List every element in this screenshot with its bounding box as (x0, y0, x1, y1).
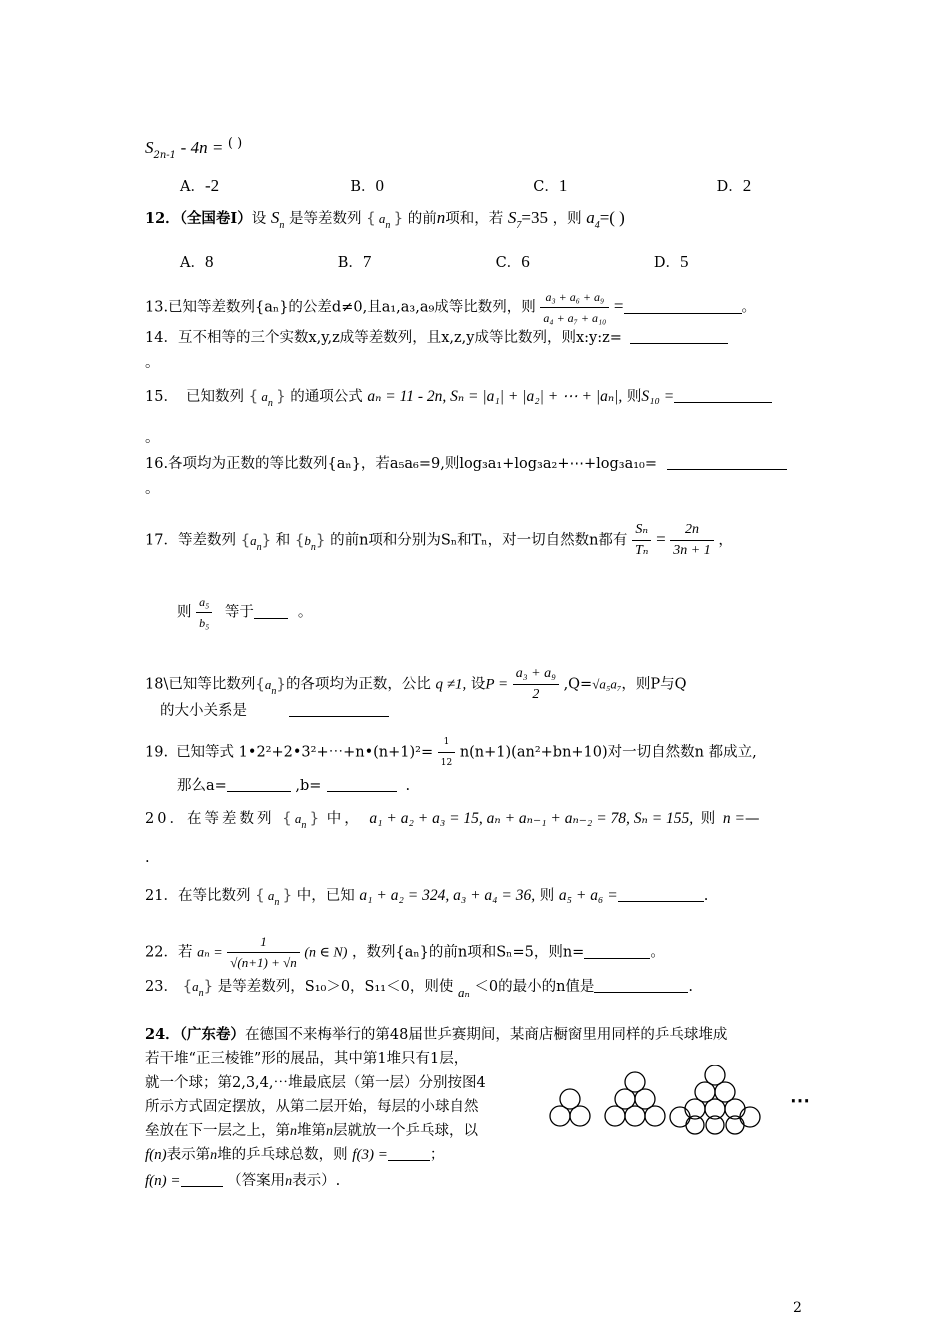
q17-line2: 则 $\frac{\text{a₅}}{\text{b₅}}$ 等于 。 (177, 592, 312, 633)
q21-line: 21．在等比数列 { $a_n$ } 中，已知 a₁ + a₂ = 324, a₃ + a₄ = 36, 则 a₅ + a₆ = . (145, 886, 709, 908)
q11-options: A．-2 B．0 C．1 D．2 (180, 176, 752, 195)
q23-line: 23． $\{a_n\}$ 是等差数列，S₁₀＞0，S₁₁＜0，则使 aₙ ＜0的最小的n值是 . (145, 977, 694, 1000)
q24-line2: 若干堆“正三棱锥”形的展品，其中第1堆只有1层， (145, 1051, 469, 1067)
pile-2 (605, 1072, 665, 1126)
q15-line: 15． 已知数列 { $a_n$ } 的通项公式 aₙ = 11 - 2n, Sₙ = |a₁| + |a₂| + ⋯ + |aₙ|, 则S₁₀ = (145, 386, 772, 414)
q24-line3: 就一个球；第2,3,4,⋯堆最底层（第一层）分别按图4 (145, 1075, 486, 1091)
q20-line: 20．在等差数列 { $a_n$ } 中， a₁ + a₂ + a₃ = 15, aₙ + aₙ₋₁ + aₙ₋₂ = 78, Sₙ = 155, 则 n =— (145, 809, 760, 831)
q12-line: 12．（全国卷Ⅰ）设 $S_n$ 是等差数列 { $a_n$ } 的前n项和，若 $S_7=35$ ，则 $a_4=$( ) (145, 208, 625, 231)
ellipsis-more: ⋯ (790, 1088, 810, 1112)
q19-line2: 那么a= ,b= . (177, 778, 411, 794)
q15-end: 。 (145, 430, 160, 446)
pile-1 (550, 1089, 590, 1126)
q20-end: . (145, 850, 150, 866)
q17-line: 17．等差数列 $\{a_n\}$ 和 $\{b_n\}$ 的前n项和分别为Sₙ和Tₙ，对一切自然数n都有 $\frac{\text{Sₙ}}{\text{Tₙ}}$ = $\frac{2n}{3n + 1}$ ， (145, 522, 733, 558)
q19-line: 19. 已知等式 1•2²+2•3²+⋯+n•(n+1)²= $\frac{1}{12}$ n(n+1)(an²+bn+10)对一切自然数n 都成立, (145, 732, 757, 773)
q22-line: 22．若 aₙ = $\frac{1}{√(n+1) + √n}$ (n ∈ N) ，数列{aₙ}的前n项和Sₙ=5，则n= 。 (145, 934, 665, 970)
pile-3 (670, 1065, 760, 1134)
ball-pyramid-figure (540, 1065, 830, 1135)
q13-line: 13.已知等差数列{aₙ}的公差d≠0,且a₁,a₃,a₉成等比数列，则 $\frac{\text{a₃ + a₆ + a₉}}{\text{a₄ + a₇ + a₁₀}}$ = 。 (145, 287, 756, 328)
q16-line: 16.各项均为正数的等比数列{aₙ}，若a₅a₆=9,则log₃a₁+log₃a₂+⋯+log₃a₁₀= (145, 454, 787, 474)
q14-end: 。 (145, 355, 160, 371)
q24-line5: 垒放在下一层之上，第n堆第n层就放一个乒乓球，以 (145, 1123, 478, 1139)
q18-line2: 的大小关系是 (160, 701, 389, 721)
q18-line: 18\已知等比数列$\{a_n\}$的各项均为正数，公比 q ≠1, 设P = $\frac{\text{a₃ + a₉}}{2}$ ,Q=√a₅a₇，则P与Q (145, 666, 687, 702)
q24-line4: 所示方式固定摆放，从第二层开始，每层的小球自然 (145, 1099, 479, 1115)
q24-line7: f(n) = （答案用n表示）. (145, 1173, 341, 1189)
q24-line1: 24．（广东卷）在德国不来梅举行的第48届世乒赛期间，某商店橱窗里用同样的乒乓球堆成 (145, 1026, 728, 1043)
q14-line: 14．互不相等的三个实数x,y,z成等差数列，且x,z,y成等比数列，则x:y:z= (145, 328, 728, 348)
page-number: 2 (793, 1300, 802, 1316)
q24-line6: f(n)表示第n堆的乒乓球总数，则 f(3) = ； (145, 1147, 445, 1163)
q11-expression: $S_{2n-1} - 4n$ = ( ) (145, 136, 243, 161)
q12-options: A．8 B．7 C．6 D．5 (180, 252, 689, 271)
q16-end: 。 (145, 481, 160, 497)
